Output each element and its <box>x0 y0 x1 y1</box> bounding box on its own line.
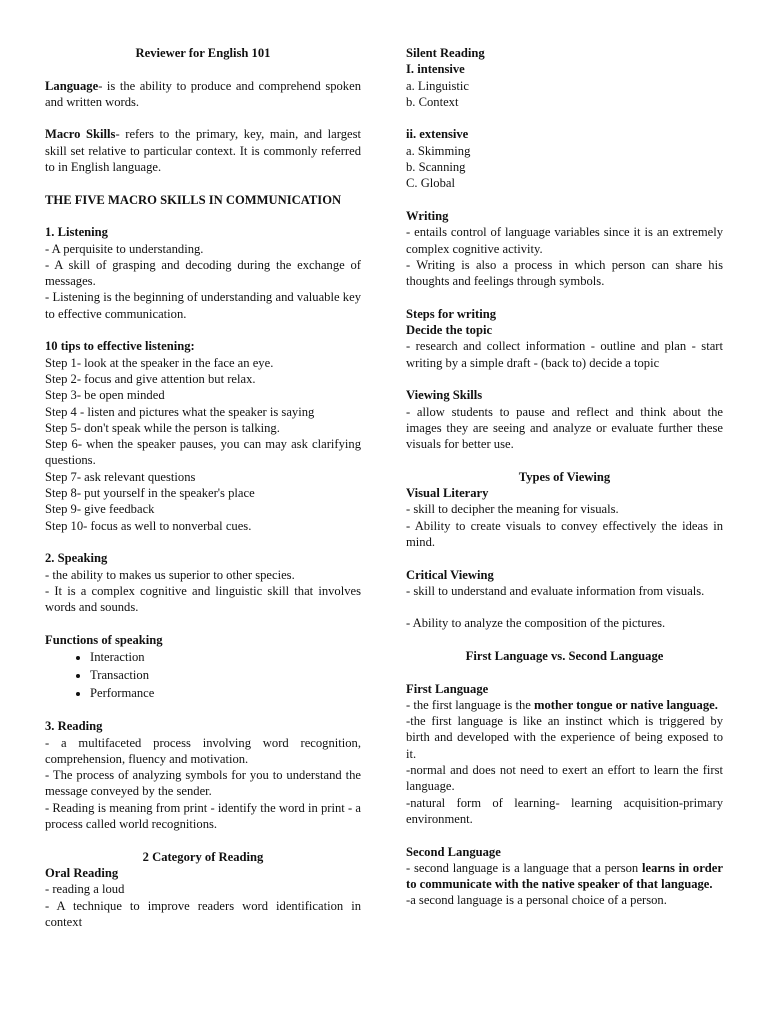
tip-step: Step 3- be open minded <box>45 388 165 403</box>
tip-step: Step 1- look at the speaker in the face an eye. <box>45 355 274 370</box>
decide-topic-heading: Decide the topic <box>406 323 493 338</box>
listening-heading: 1. Listening <box>45 225 108 240</box>
left-column <box>45 45 361 930</box>
viewing-skills-heading: Viewing Skills <box>406 388 483 403</box>
right-column <box>406 45 723 909</box>
writing-line: - entails control of language variables since it is an extremely complex cognitive activity. <box>406 225 723 256</box>
speaking-line: - It is a complex cognitive and linguistic skill that involves words and sounds. <box>45 583 361 615</box>
intensive-heading: I. intensive <box>406 62 465 77</box>
listening-line: - A perquisite to understanding. <box>45 241 204 256</box>
oral-reading-line: - A technique to improve readers word identification in context <box>45 898 361 929</box>
writing-line: - Writing is also a process in which person can share his thoughts and feelings through symbols. <box>406 257 723 289</box>
tip-step: Step 8- put yourself in the speaker's place <box>45 486 255 501</box>
speaking-heading: 2. Speaking <box>45 551 108 566</box>
writing-heading: Writing <box>406 208 449 223</box>
list-item: • Interaction <box>90 648 361 666</box>
intensive-item: a. Linguistic <box>406 78 469 93</box>
extensive-item: a. Skimming <box>406 143 471 158</box>
reading-line: - The process of analyzing symbols for you to understand the message conveyed by the sender. <box>45 768 361 799</box>
functions-list <box>45 648 361 702</box>
reading-line: - a multifaceted process involving word recognition, comprehension, fluency and motivation. <box>45 735 361 766</box>
reading-heading: 3. Reading <box>45 719 103 734</box>
visual-literary-line: - Ability to create visuals to convey effectively the ideas in mind. <box>406 518 723 549</box>
tip-step: Step 2- focus and give attention but relax. <box>45 371 256 386</box>
first-language-heading: First Language <box>406 681 489 696</box>
extensive-heading: ii. extensive <box>406 127 469 142</box>
macro-skills-term: Macro Skills <box>45 127 116 142</box>
critical-viewing-line: - Ability to analyze the composition of the pictures. <box>406 616 666 631</box>
visual-literary-heading: Visual Literary <box>406 486 489 501</box>
second-language-heading: Second Language <box>406 844 501 859</box>
tip-step: Step 10- focus as well to nonverbal cues. <box>45 518 252 533</box>
oral-reading-heading: Oral Reading <box>45 865 119 880</box>
language-definition: Language- is the ability to produce and comprehend spoken and written words. <box>45 78 361 109</box>
steps-for-writing-heading: Steps for writing <box>406 306 497 321</box>
language-term: Language <box>45 78 99 93</box>
list-item: • Performance <box>90 684 361 702</box>
tip-step: Step 9- give feedback <box>45 502 155 517</box>
five-macro-skills-heading: THE FIVE MACRO SKILLS IN COMMUNICATION <box>45 192 342 207</box>
silent-reading-heading: Silent Reading <box>406 46 485 60</box>
types-of-viewing-heading: Types of Viewing <box>518 469 611 484</box>
viewing-skills-text: - allow students to pause and reflect and think about the images they are seeing and analyze or evaluate further these visuals for better use. <box>406 404 723 452</box>
list-item: • Transaction <box>90 666 361 684</box>
tip-step: Step 5- don't speak while the person is talking. <box>45 420 280 435</box>
steps-for-writing-text: - research and collect information - outline and plan - start writing by a simple draft - (back to) decide a topic <box>406 339 723 370</box>
first-language-line: -the first language is like an instinct which is triggered by birth and developed with the experience of being exposed to it. <box>406 714 723 761</box>
tip-step: Step 4 - listen and pictures what the speaker is saying <box>45 404 315 419</box>
critical-viewing-heading: Critical Viewing <box>406 567 494 582</box>
oral-reading-line: - reading a loud <box>45 882 125 897</box>
listening-tips-heading: 10 tips to effective listening: <box>45 339 195 354</box>
speaking-line: - the ability to makes us superior to other species. <box>45 567 295 582</box>
first-language-line: -natural form of learning- learning acquisition-primary environment. <box>406 795 723 826</box>
intensive-item: b. Context <box>406 94 459 109</box>
document-title: Reviewer for English 101 <box>135 46 271 60</box>
second-language-intro: - second language is a language that a person learns in order to communicate with the native speaker of that language. <box>406 860 723 892</box>
extensive-item: C. Global <box>406 176 455 191</box>
critical-viewing-line: - skill to understand and evaluate information from visuals. <box>406 583 705 598</box>
macro-skills-definition: Macro Skills- refers to the primary, key, main, and largest skill set relative to particular context. It is commonly referred to in English language. <box>45 127 361 175</box>
extensive-item: b. Scanning <box>406 160 466 175</box>
first-vs-second-heading: First Language vs. Second Language <box>465 648 664 663</box>
first-language-line: -normal and does not need to exert an effort to learn the first language. <box>406 763 723 794</box>
reading-category-heading: 2 Category of Reading <box>142 849 264 864</box>
listening-line: - A skill of grasping and decoding during the exchange of messages. <box>45 257 361 289</box>
tip-step: Step 6- when the speaker pauses, you can may ask clarifying questions. <box>45 437 361 468</box>
visual-literary-line: - skill to decipher the meaning for visuals. <box>406 502 619 517</box>
functions-of-speaking-heading: Functions of speaking <box>45 632 163 647</box>
second-language-line: -a second language is a personal choice of a person. <box>406 893 667 908</box>
first-language-intro: - the first language is the mother tongue or native language. <box>406 697 718 712</box>
tip-step: Step 7- ask relevant questions <box>45 469 196 484</box>
listening-line: - Listening is the beginning of understanding and valuable key to effective communication. <box>45 290 361 321</box>
reading-line: - Reading is meaning from print - identify the word in print - a process called world recognitions. <box>45 800 361 832</box>
